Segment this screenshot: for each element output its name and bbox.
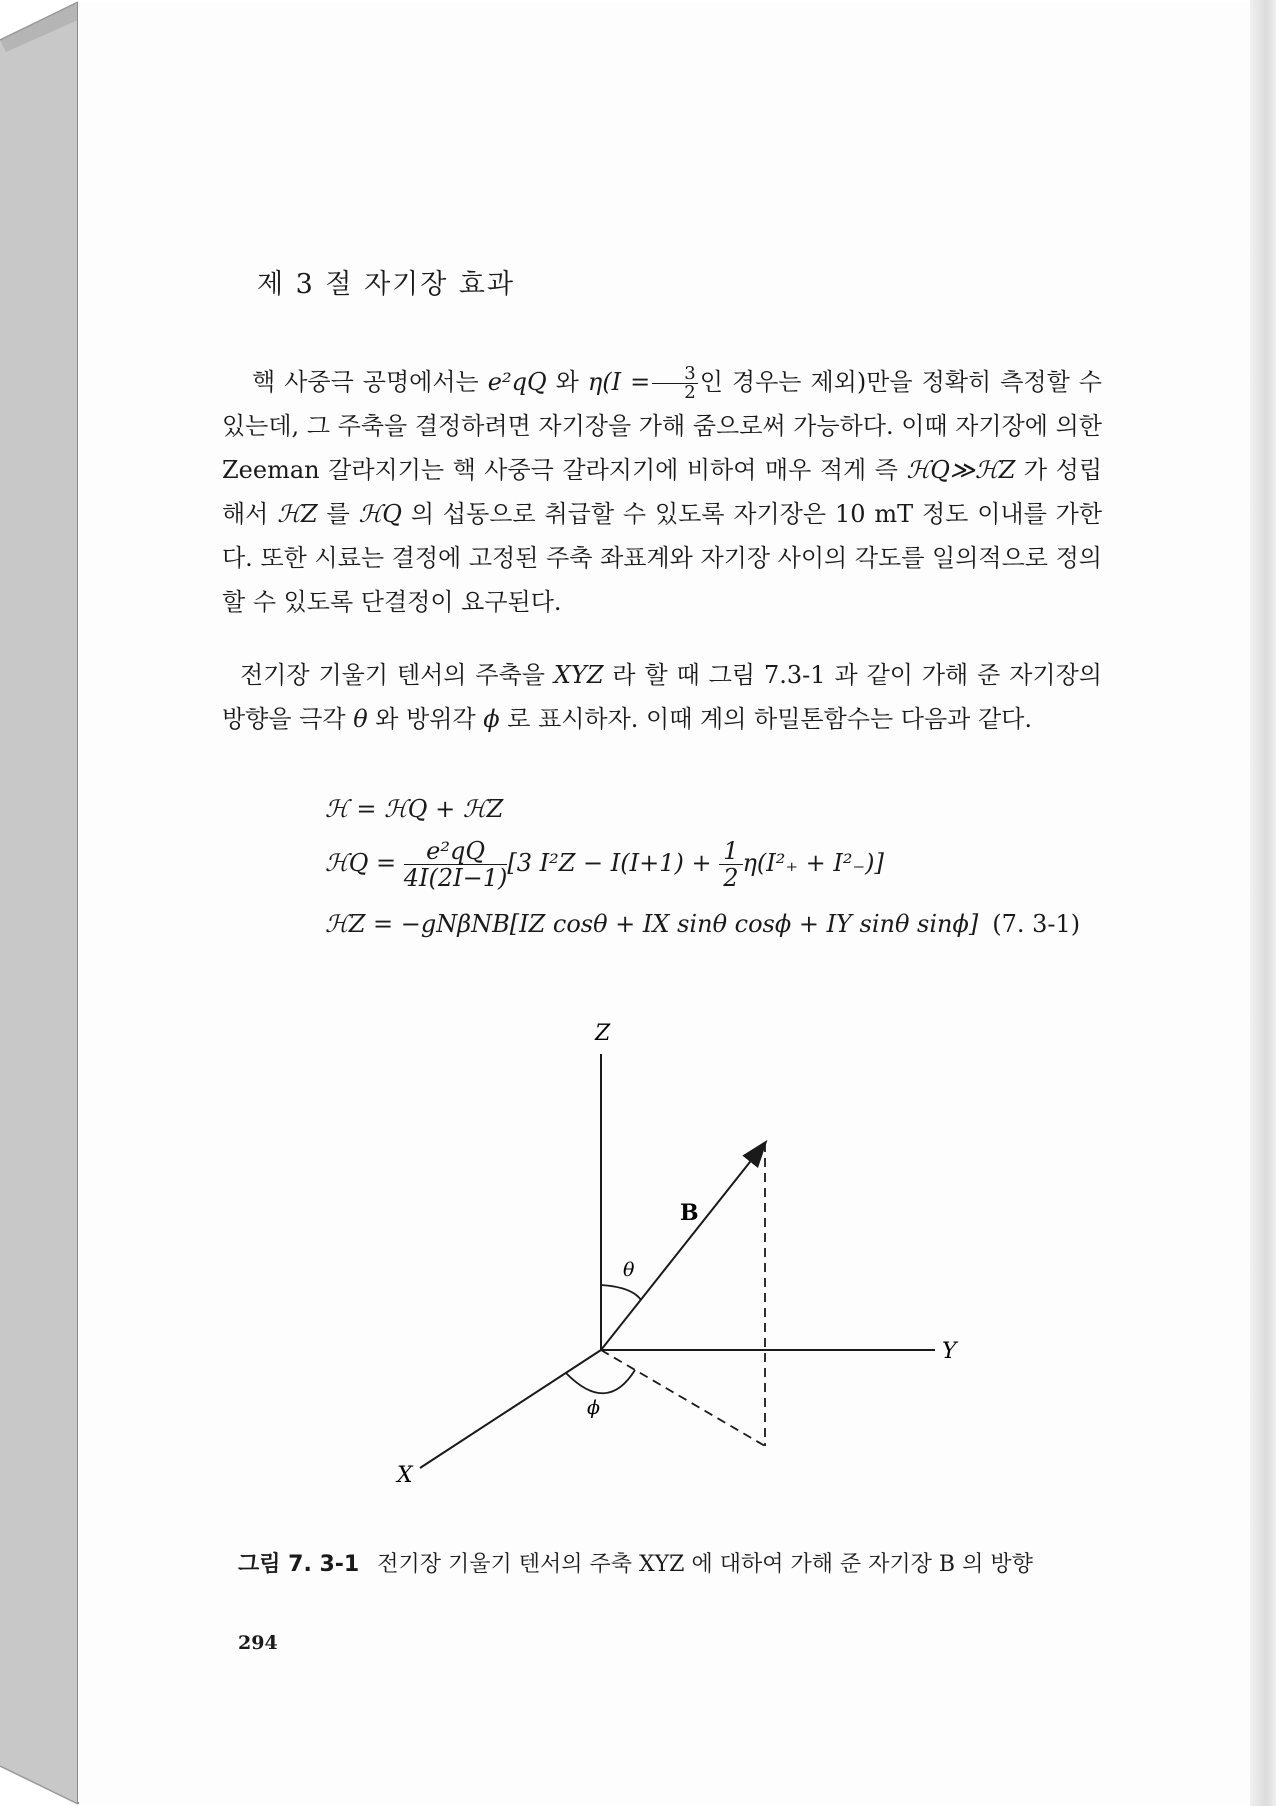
b-vector-label: B <box>680 1200 699 1226</box>
equation-hamiltonian: ℋ = ℋQ + ℋZ <box>325 795 504 823</box>
horizontal-projection <box>601 1350 765 1446</box>
theta-arc <box>601 1285 641 1300</box>
phi-label: ϕ <box>587 1397 600 1419</box>
x-axis <box>420 1350 601 1468</box>
equation-zeeman: ℋZ = −gNβNB[IZ cosθ + IX sinθ cosϕ + IY sinθ sinϕ] (7. 3-1) <box>325 910 1081 938</box>
page-edge <box>1250 0 1276 1806</box>
phi-arc <box>566 1370 635 1393</box>
y-axis-label: Y <box>942 1339 957 1364</box>
section-title: 제 3 절 자기장 효과 <box>257 269 516 300</box>
book-page <box>78 2 1250 1802</box>
z-axis-label: Z <box>595 1021 611 1046</box>
equation-quadrupole: ℋQ = $\frac{\text{e²qQ}}{4I(2I-1)}$ [3 I²Z − I(I+1) + $\frac{1}{2}$ η(I²₊ + I²₋)] <box>325 837 884 892</box>
page-number: 294 <box>238 1632 278 1654</box>
x-axis-label: X <box>397 1463 413 1488</box>
figure-caption <box>238 1547 1108 1583</box>
theta-label: θ <box>623 1259 635 1281</box>
b-vector <box>601 1143 765 1350</box>
paragraph-1: 핵 사중극 공명에서는 e²qQ 와 η(I = $\frac{3}{2}$ 인 경우는 제외)만을 정확히 측정할 수 있는데, 그 주축을 결정하려면 자기장을 가해 줌으로써 가능하다. 이때 자기장에 의한 Zeeman 갈라지기는 핵 사중극 갈라지기에 비하여 매우 적게 즉 ℋQ≫ℋZ 가 성립해서 ℋZ 를 ℋQ 의 섭동으로 취급할 수 있도록 자기장은 10 mT 정도 이내를 가한다. 또한 시료는 결정에 고정된 주축 좌표계와 자기장 사이의 각도를 일의적으로 정의할 수 있도록 단결정이 요구된다. <box>222 363 1103 616</box>
book-spine <box>0 0 80 1806</box>
paragraph-2: 전기장 기울기 텐서의 주축을 XYZ 라 할 때 그림 7.3-1 과 같이 가해 준 자기장의 방향을 극각 θ 와 방위각 ϕ 로 표시하자. 이때 계의 하밀톤함수는 다음과 같다. <box>222 661 1102 733</box>
fraction-three-halves: $\frac{3}{2}$ <box>652 365 697 402</box>
caption-label: 그림 7. 3-1 <box>238 1552 360 1577</box>
equation-number: (7. 3-1) <box>992 910 1081 938</box>
axis-diagram <box>370 1010 980 1490</box>
caption-text: 전기장 기울기 텐서의 주축 XYZ 에 대하여 가해 준 자기장 B 의 방향 <box>377 1552 1033 1577</box>
